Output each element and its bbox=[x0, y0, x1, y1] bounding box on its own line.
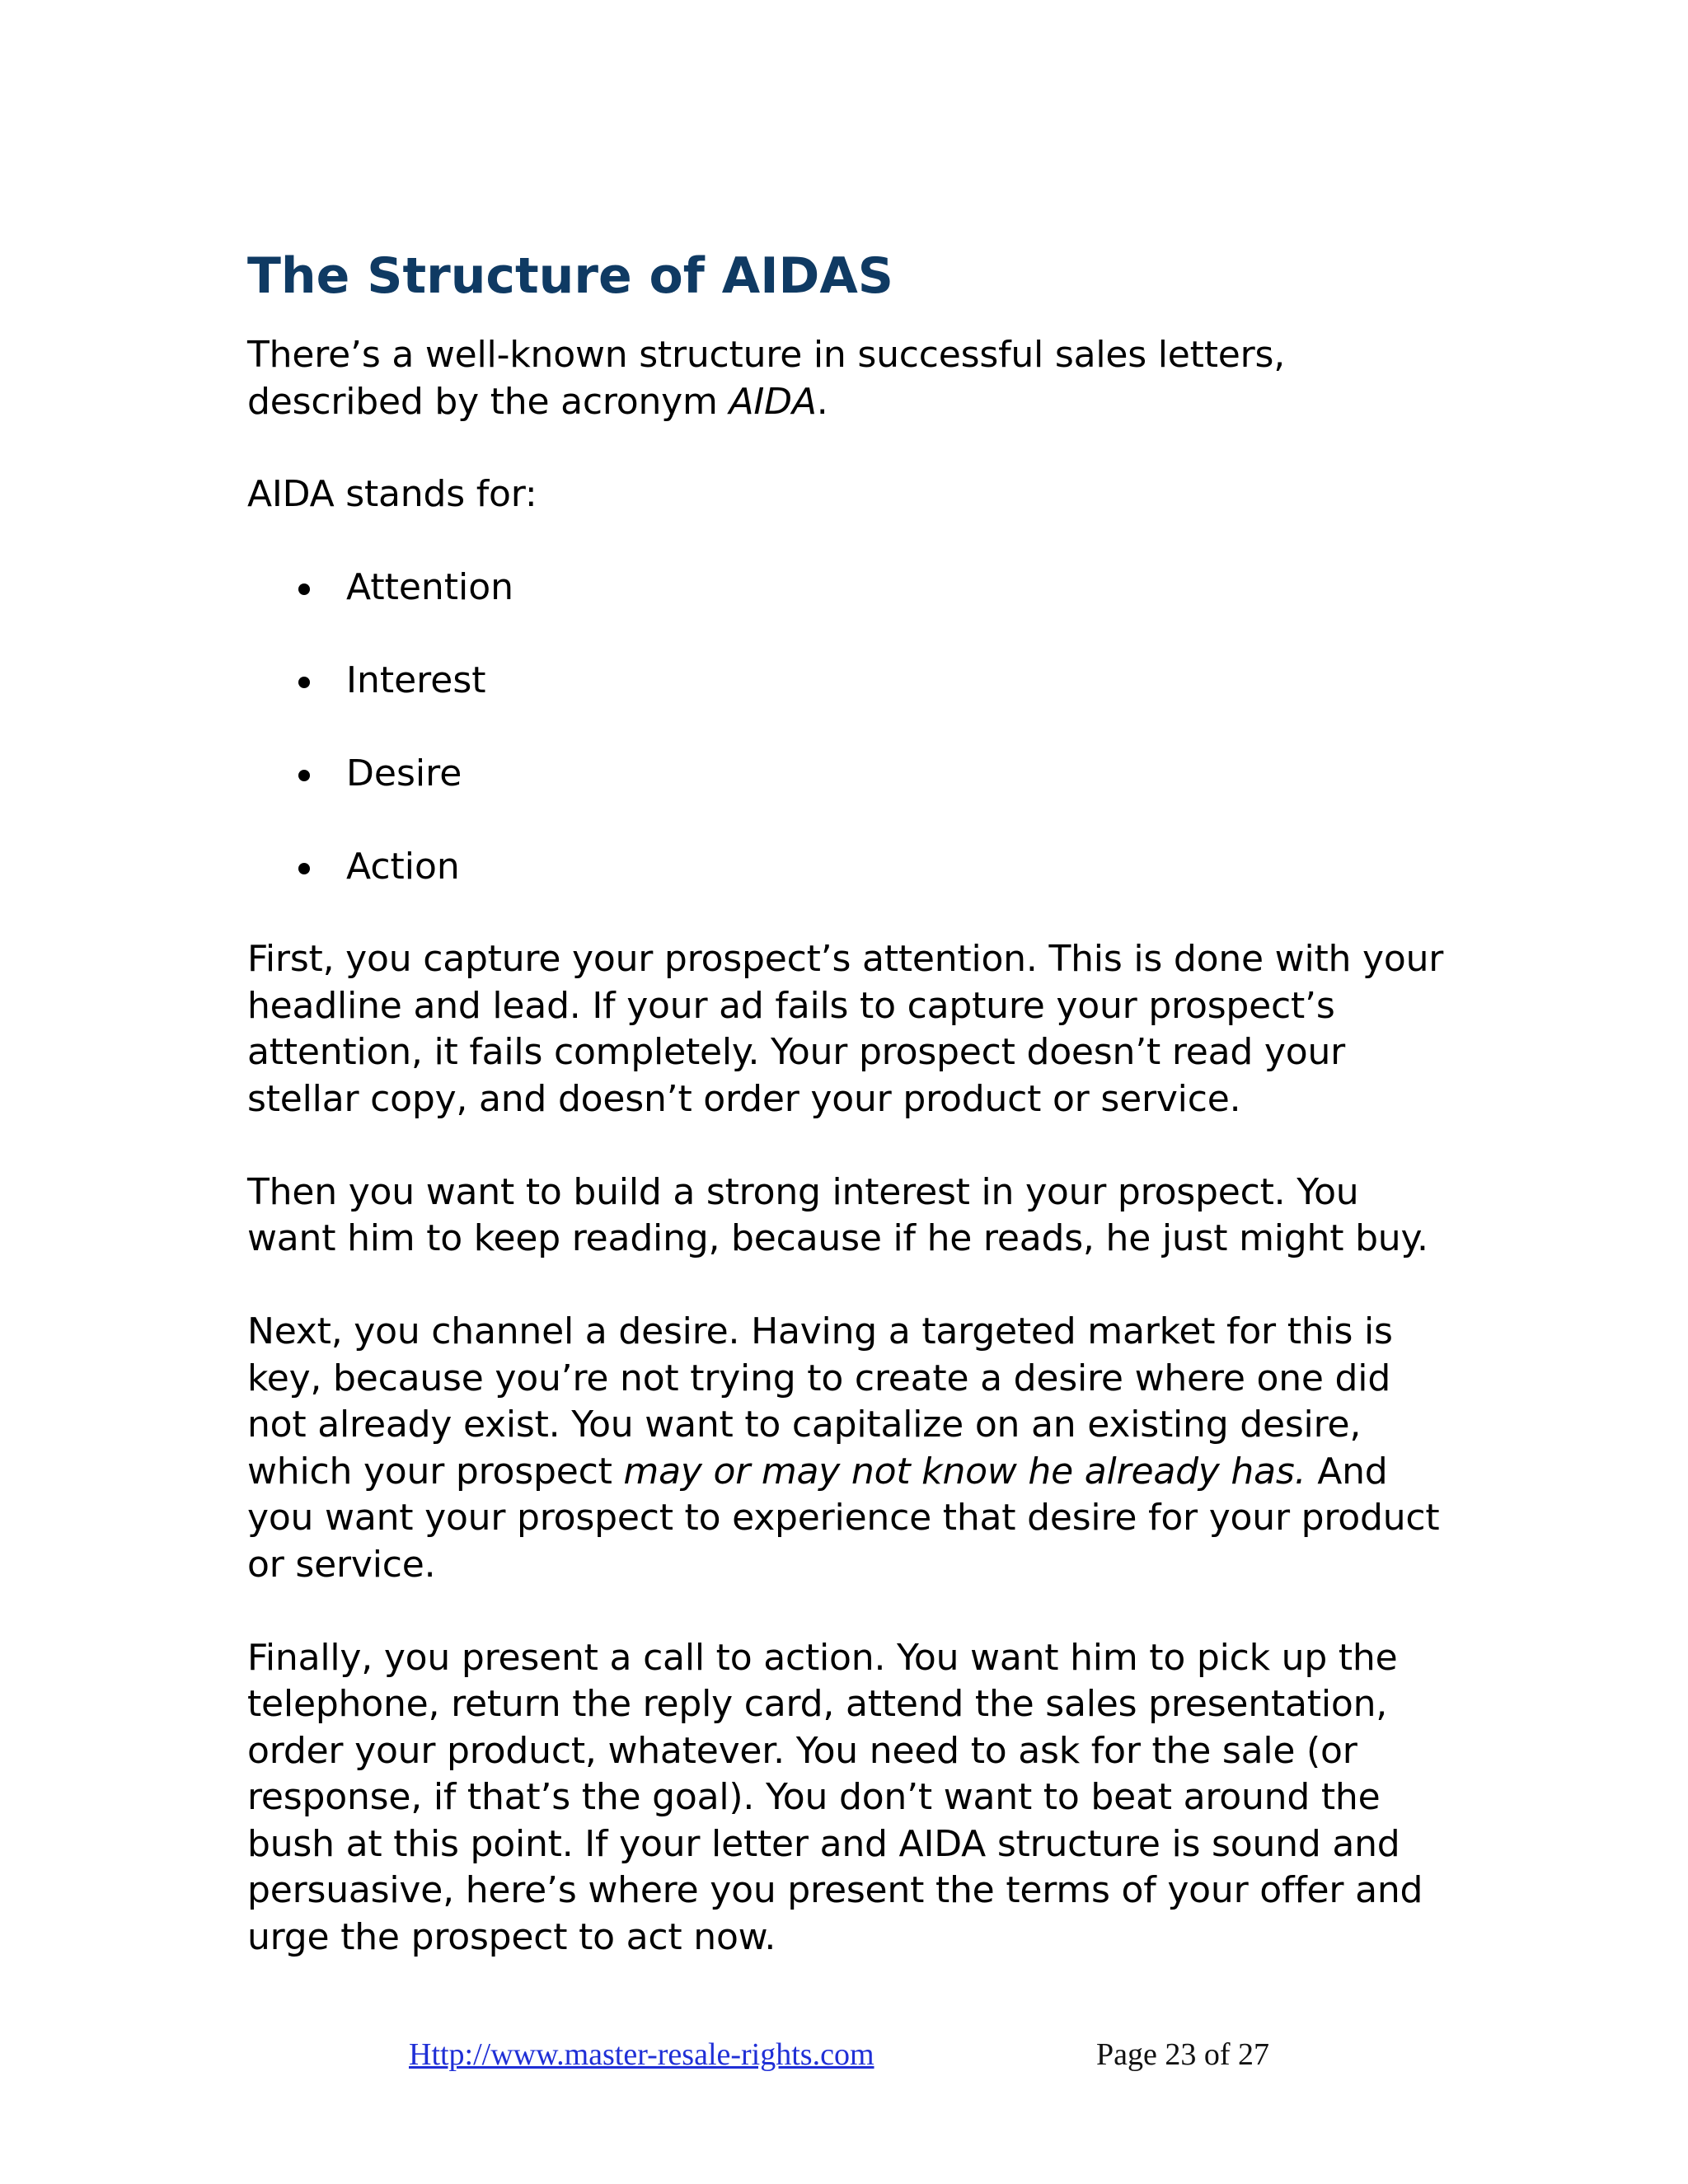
intro-text: There’s a well-known structure in successful sales letters, described by the acronym bbox=[247, 334, 1286, 423]
desire-text-end: And you want your prospect to experience that desire for your product or service. bbox=[247, 1450, 1440, 1586]
bullet-icon bbox=[298, 677, 310, 688]
intro-paragraph bbox=[247, 332, 1451, 425]
list-item bbox=[247, 751, 1451, 798]
list-item-text: Interest bbox=[346, 658, 486, 701]
list-item bbox=[247, 844, 1451, 891]
page-number: Page 23 of 27 bbox=[1096, 2037, 1270, 2072]
list-item-text: Desire bbox=[346, 752, 462, 794]
stands-for-paragraph: AIDA stands for: bbox=[247, 473, 537, 515]
list-item-text: Attention bbox=[346, 565, 514, 608]
intro-text-end: . bbox=[816, 380, 828, 423]
page-content bbox=[247, 243, 1451, 1961]
list-item bbox=[247, 658, 1451, 705]
desire-emphasis: may or may not know he already has. bbox=[623, 1450, 1306, 1493]
footer-link[interactable]: Http://www.master-resale-rights.com bbox=[409, 2037, 874, 2072]
desire-text: Next, you channel a desire. Having a targeted market for this is key, because you’re not trying to create a desire where one did not already exist. You want to capitalize on an existing desire, which your prospect bbox=[247, 1310, 1393, 1493]
action-paragraph: Finally, you present a call to action. You want him to pick up the telephone, return the reply card, attend the sales presentation, order your product, whatever. You need to ask for the sale (or response, if that’s the goal). You don’t want to beat around the bush at this point. If your letter and AIDA structure is sound and persuasive, here’s where you present the terms of your offer and urge the prospect to act now. bbox=[247, 1636, 1423, 1958]
bullet-icon bbox=[298, 583, 310, 595]
intro-emphasis: AIDA bbox=[729, 380, 817, 423]
list-item bbox=[247, 565, 1451, 612]
bullet-icon bbox=[298, 863, 310, 874]
page-title: The Structure of AIDAS bbox=[247, 247, 893, 305]
desire-paragraph bbox=[247, 1309, 1451, 1588]
aida-list bbox=[247, 565, 1451, 891]
attention-paragraph: First, you capture your prospect’s attention. This is done with your headline and lead. If your ad fails to capture your prospect’s attention, it fails completely. Your prospect doesn’t read your stellar copy, and doesn’t order your product or service. bbox=[247, 938, 1444, 1120]
list-item-text: Action bbox=[346, 845, 460, 888]
interest-paragraph: Then you want to build a strong interest in your prospect. You want him to keep reading, because if he reads, he just might buy. bbox=[247, 1170, 1428, 1259]
bullet-icon bbox=[298, 770, 310, 781]
